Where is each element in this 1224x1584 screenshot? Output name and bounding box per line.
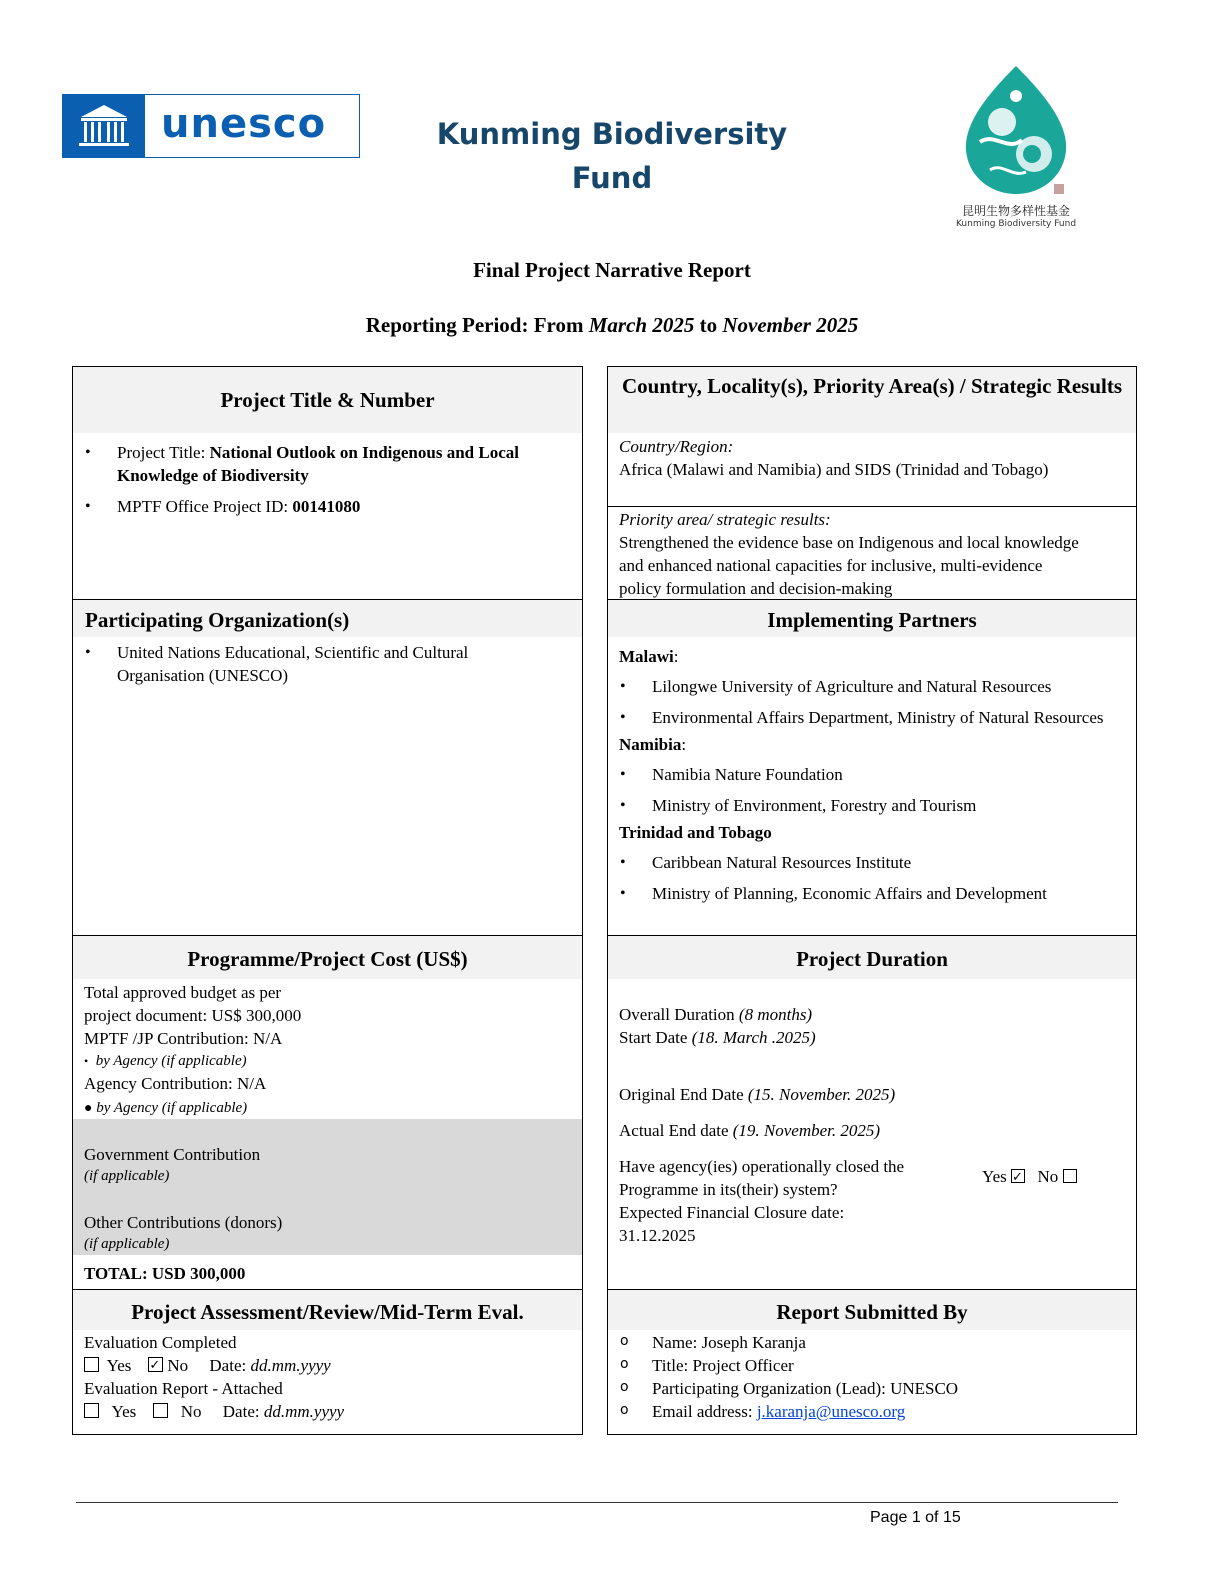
start-label: Start Date xyxy=(619,1028,692,1047)
project-title-header: Project Title & Number xyxy=(73,367,582,433)
total-budget-line1: Total approved budget as per xyxy=(84,983,282,1002)
evaluation-completed-label: Evaluation Completed xyxy=(84,1333,237,1352)
unesco-wordmark: unesco xyxy=(161,101,327,147)
country-suffix: : xyxy=(673,647,679,666)
eval-no-label: No xyxy=(167,1356,189,1375)
project-title-label: Project Title: xyxy=(117,443,210,462)
namibia-partners xyxy=(608,763,1126,817)
trinidad-partners xyxy=(608,851,1126,905)
country-name: Namibia xyxy=(619,735,682,754)
priority-value: Strengthened the evidence base on Indigenous and local knowledge and enhanced national capacities for inclusive, multi-evidence policy formulation and decision-making xyxy=(619,533,1079,598)
evaluation-report-row xyxy=(84,1400,574,1423)
partner-item: • Caribbean Natural Resources Institute xyxy=(608,851,1126,874)
email-link[interactable]: j.karanja@unesco.org xyxy=(756,1402,906,1421)
closed-no-checkbox[interactable] xyxy=(1063,1169,1077,1183)
duration-details xyxy=(619,1003,1119,1247)
start-date xyxy=(619,1026,1119,1049)
total-budget-line2: project document: US$ 300,000 xyxy=(84,1006,302,1025)
report-title: Final Project Narrative Report xyxy=(473,258,751,282)
reporting-period xyxy=(0,313,1224,338)
partners-list xyxy=(608,645,1126,913)
report-no-label: No xyxy=(180,1402,202,1421)
partner-item: • Environmental Affairs Department, Ministry of Natural Resources xyxy=(608,706,1126,729)
closed-yes-checkbox[interactable] xyxy=(1011,1169,1025,1183)
kbf-logo-english-text: Kunming Biodiversity Fund xyxy=(955,219,1077,229)
report-yes-label: Yes xyxy=(111,1402,137,1421)
country-name: Malawi xyxy=(619,647,674,666)
other-contrib-if: (if applicable) xyxy=(84,1236,170,1252)
period-from: March 2025 xyxy=(588,313,695,337)
partner-country-malawi xyxy=(608,645,1126,668)
overall-duration xyxy=(619,1003,1119,1026)
closed-yes-label: Yes xyxy=(982,1167,1007,1186)
closed-question-line2: Programme in its(their) system? xyxy=(619,1180,838,1199)
email-label: Email address: xyxy=(652,1402,757,1421)
partner-item: • Lilongwe University of Agriculture and Natural Resources xyxy=(608,675,1126,698)
gov-contrib-label: Government Contribution xyxy=(84,1145,261,1164)
partner-country-namibia xyxy=(608,733,1126,756)
original-end-date xyxy=(619,1083,1119,1106)
country-region xyxy=(619,435,1129,481)
agency-contribution: Agency Contribution: N/A xyxy=(84,1074,267,1093)
fund-title-line1: Kunming Biodiversity xyxy=(436,117,788,151)
fund-title-line2: Fund xyxy=(571,161,653,195)
closed-answer xyxy=(982,1165,1081,1188)
by-agency-1: • by Agency (if applicable) xyxy=(84,1053,247,1069)
mptf-contribution: MPTF /JP Contribution: N/A xyxy=(84,1029,283,1048)
report-date-value: dd.mm.yyyy xyxy=(263,1402,345,1421)
overall-value: (8 months) xyxy=(738,1005,813,1024)
government-contribution xyxy=(84,1143,260,1186)
report-yes-checkbox[interactable] xyxy=(84,1403,99,1418)
assessment-details xyxy=(84,1331,574,1423)
by-agency-1-text: by Agency (if applicable) xyxy=(95,1053,247,1069)
submitter-title: o Title: Project Officer xyxy=(608,1354,1136,1377)
project-id-item xyxy=(73,495,572,518)
partners-header: Implementing Partners xyxy=(608,600,1136,637)
by-agency-2: ● by Agency (if applicable) xyxy=(84,1100,248,1116)
closed-no-label: No xyxy=(1037,1167,1059,1186)
period-mid: to xyxy=(694,313,723,337)
period-to: November 2025 xyxy=(722,313,859,337)
evaluation-report-label: Evaluation Report - Attached xyxy=(84,1379,283,1398)
participating-header: Participating Organization(s) xyxy=(73,600,582,637)
evaluation-completed-row xyxy=(84,1354,574,1377)
eval-no-checkbox[interactable] xyxy=(148,1357,163,1372)
kunming-fund-emblem-icon xyxy=(950,62,1082,198)
country-name: Trinidad and Tobago xyxy=(619,823,772,842)
cost-details xyxy=(84,981,564,1122)
project-id-label: MPTF Office Project ID: xyxy=(117,497,293,516)
total-cost: TOTAL: USD 300,000 xyxy=(84,1264,246,1283)
eval-yes-label: Yes xyxy=(106,1356,132,1375)
project-id-value: 00141080 xyxy=(292,497,361,516)
closure-label: Expected Financial Closure date: xyxy=(619,1203,845,1222)
by-agency-2-text: by Agency (if applicable) xyxy=(96,1100,248,1116)
partner-item: • Ministry of Planning, Economic Affairs and Development xyxy=(608,882,1126,905)
other-contributions xyxy=(84,1211,282,1254)
report-date-label: Date: xyxy=(222,1402,264,1421)
kbf-logo-chinese-text: 昆明生物多样性基金 xyxy=(961,204,1070,218)
closed-question-line1: Have agency(ies) operationally closed the xyxy=(619,1157,905,1176)
closed-question xyxy=(619,1155,1119,1201)
eval-date-value: dd.mm.yyyy xyxy=(250,1356,331,1375)
priority-area xyxy=(619,508,1089,600)
report-no-checkbox[interactable] xyxy=(153,1403,168,1418)
submitter-org: o Participating Organization (Lead): UNESCO xyxy=(608,1377,1136,1400)
period-prefix: Reporting Period: From xyxy=(365,313,589,337)
submitted-list xyxy=(608,1331,1136,1423)
actual-end-date xyxy=(619,1119,1119,1142)
unesco-logo xyxy=(62,94,360,158)
partner-country-trinidad xyxy=(608,821,1126,844)
unesco-temple-icon xyxy=(63,95,145,157)
cost-header: Programme/Project Cost (US$) xyxy=(73,936,582,979)
submitter-email xyxy=(608,1400,1136,1423)
fund-title xyxy=(420,112,804,200)
eval-yes-checkbox[interactable] xyxy=(84,1357,99,1372)
project-title-list xyxy=(73,441,572,526)
partner-item: • Ministry of Environment, Forestry and Tourism xyxy=(608,794,1126,817)
actual-end-label: Actual End date xyxy=(619,1121,733,1140)
participating-item: • United Nations Educational, Scientific and Cultural Organisation (UNESCO) xyxy=(73,641,552,687)
divider xyxy=(608,506,1136,507)
country-header: Country, Locality(s), Priority Area(s) / Strategic Results xyxy=(608,367,1136,433)
left-column-table xyxy=(72,366,583,1435)
overall-label: Overall Duration xyxy=(619,1005,739,1024)
duration-header: Project Duration xyxy=(608,936,1136,979)
project-title-item xyxy=(73,441,572,487)
partner-item: • Namibia Nature Foundation xyxy=(608,763,1126,786)
contributions-shaded xyxy=(73,1119,582,1255)
kunming-fund-logo xyxy=(950,62,1082,242)
malawi-partners xyxy=(608,675,1126,729)
actual-end-value: (19. November. 2025) xyxy=(732,1121,881,1140)
participating-list xyxy=(73,641,552,695)
assessment-header: Project Assessment/Review/Mid-Term Eval. xyxy=(73,1290,582,1330)
page-number: Page 1 of 15 xyxy=(870,1509,961,1526)
right-column-table xyxy=(607,366,1137,1435)
submitted-header: Report Submitted By xyxy=(608,1290,1136,1330)
start-value: (18. March .2025) xyxy=(691,1028,816,1047)
priority-label: Priority area/ strategic results: xyxy=(619,510,831,529)
gov-contrib-if: (if applicable) xyxy=(84,1168,170,1184)
closure-value: 31.12.2025 xyxy=(619,1226,696,1245)
region-value: Africa (Malawi and Namibia) and SIDS (Trinidad and Tobago) xyxy=(619,460,1049,479)
submitter-name: o Name: Joseph Karanja xyxy=(608,1331,1136,1354)
orig-end-label: Original End Date xyxy=(619,1085,748,1104)
country-suffix: : xyxy=(681,735,687,754)
footer-divider xyxy=(76,1502,1118,1503)
eval-date-label: Date: xyxy=(209,1356,251,1375)
orig-end-value: (15. November. 2025) xyxy=(747,1085,896,1104)
region-label: Country/Region: xyxy=(619,437,734,456)
project-title-value: National Outlook on Indigenous and Local Knowledge of Biodiversity xyxy=(117,443,519,485)
other-contrib-label: Other Contributions (donors) xyxy=(84,1213,283,1232)
